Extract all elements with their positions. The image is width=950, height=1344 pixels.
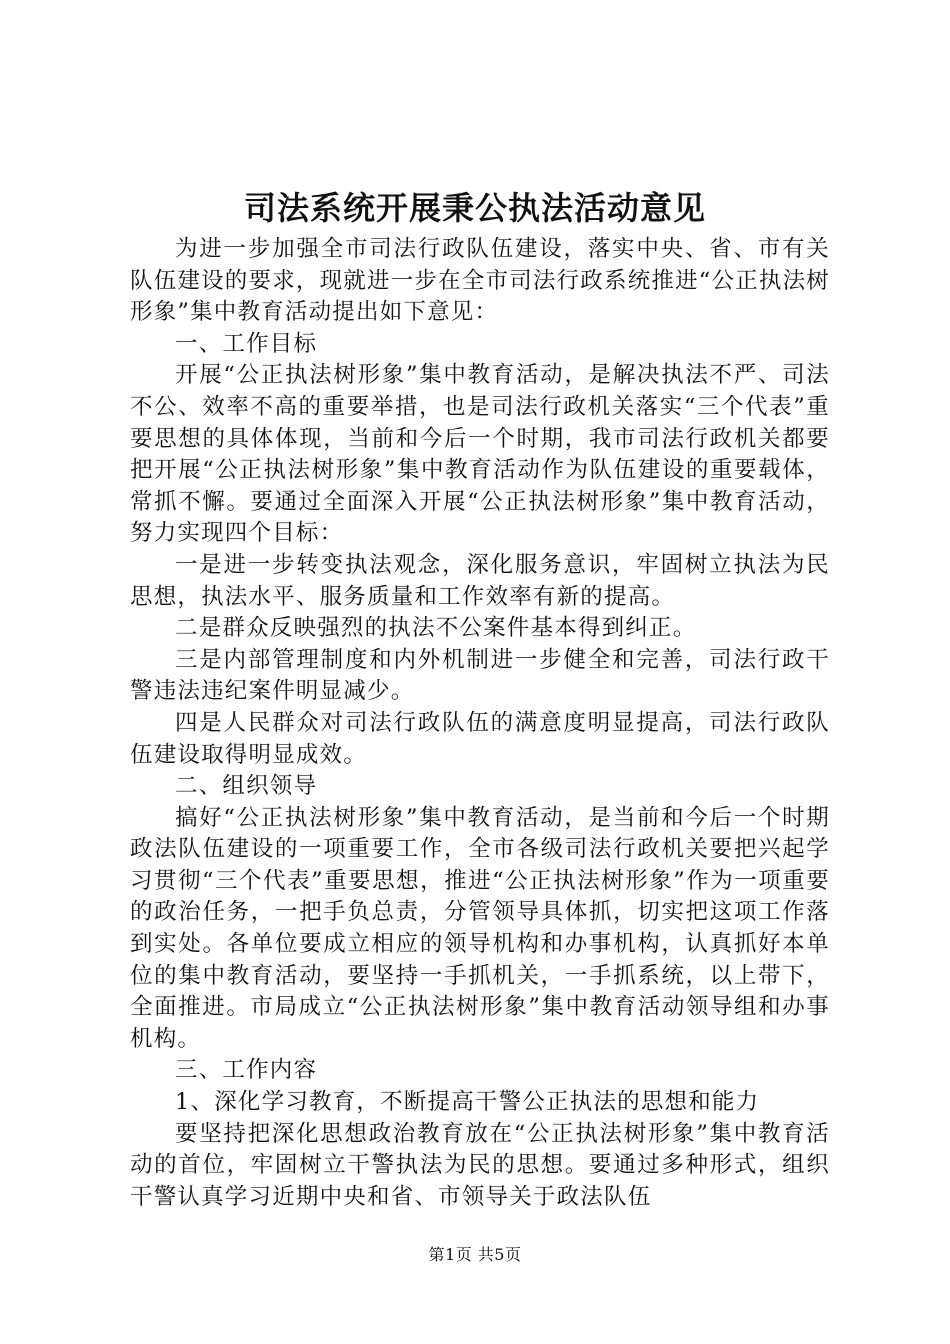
- page-footer: 第1页 共5页: [428, 1245, 522, 1264]
- goal-item-1: 一是进一步转变执法观念，深化服务意识，牢固树立执法为民思想，执法水平、服务质量和工作效率有新的提高。: [130, 551, 830, 610]
- section-heading-leadership: 二、组织领导: [175, 773, 318, 800]
- document-body: [130, 234, 830, 1213]
- section-heading-goals: 一、工作目标: [175, 330, 318, 357]
- content-paragraph-1: 要坚持把深化思想政治教育放在“公正执法树形象”集中教育活动的首位，牢固树立干警执法为民的思想。要通过多种形式，组织干警认真学习近期中央和省、市领导关于政法队伍: [130, 1120, 830, 1210]
- section-heading-content: 三、工作内容: [175, 1057, 318, 1084]
- goal-item-2: 二是群众反映强烈的执法不公案件基本得到纠正。: [175, 615, 697, 642]
- goal-item-3: 三是内部管理制度和内外机制进一步健全和完善，司法行政干警违法违纪案件明显减少。: [130, 646, 830, 705]
- goal-item-4: 四是人民群众对司法行政队伍的满意度明显提高，司法行政队伍建设取得明显成效。: [130, 709, 830, 768]
- intro-paragraph: 为进一步加强全市司法行政队伍建设，落实中央、省、市有关队伍建设的要求，现就进一步在全市司法行政系统推进“公正执法树形象”集中教育活动提出如下意见：: [130, 236, 831, 326]
- content-subheading-1: 1、深化学习教育，不断提高干警公正执法的思想和能力: [175, 1089, 760, 1116]
- leadership-paragraph: 搞好“公正执法树形象”集中教育活动，是当前和今后一个时期政法队伍建设的一项重要工作，全市各级司法行政机关要把兴起学习贯彻“三个代表”重要思想，推进“公正执法树形象”作为一项重要的政治任务，一把手负总责，分管领导具体抓，切实把这项工作落到实处。各单位要成立相应的领导机构和办事机构，认真抓好本单位的集中教育活动，要坚持一手抓机关，一手抓系统，以上带下，全面推进。市局成立“公正执法树形象”集中教育活动领导组和办事机构。: [130, 804, 830, 1052]
- goals-paragraph: 开展“公正执法树形象”集中教育活动，是解决执法不严、司法不公、效率不高的重要举措，也是司法行政机关落实“三个代表”重要思想的具体体现，当前和今后一个时期，我市司法行政机关都要把开展“公正执法树形象”集中教育活动作为队伍建设的重要载体，常抓不懈。要通过全面深入开展“公正执法树形象”集中教育活动，努力实现四个目标：: [130, 362, 830, 547]
- document-title: 司法系统开展秉公执法活动意见: [243, 189, 706, 227]
